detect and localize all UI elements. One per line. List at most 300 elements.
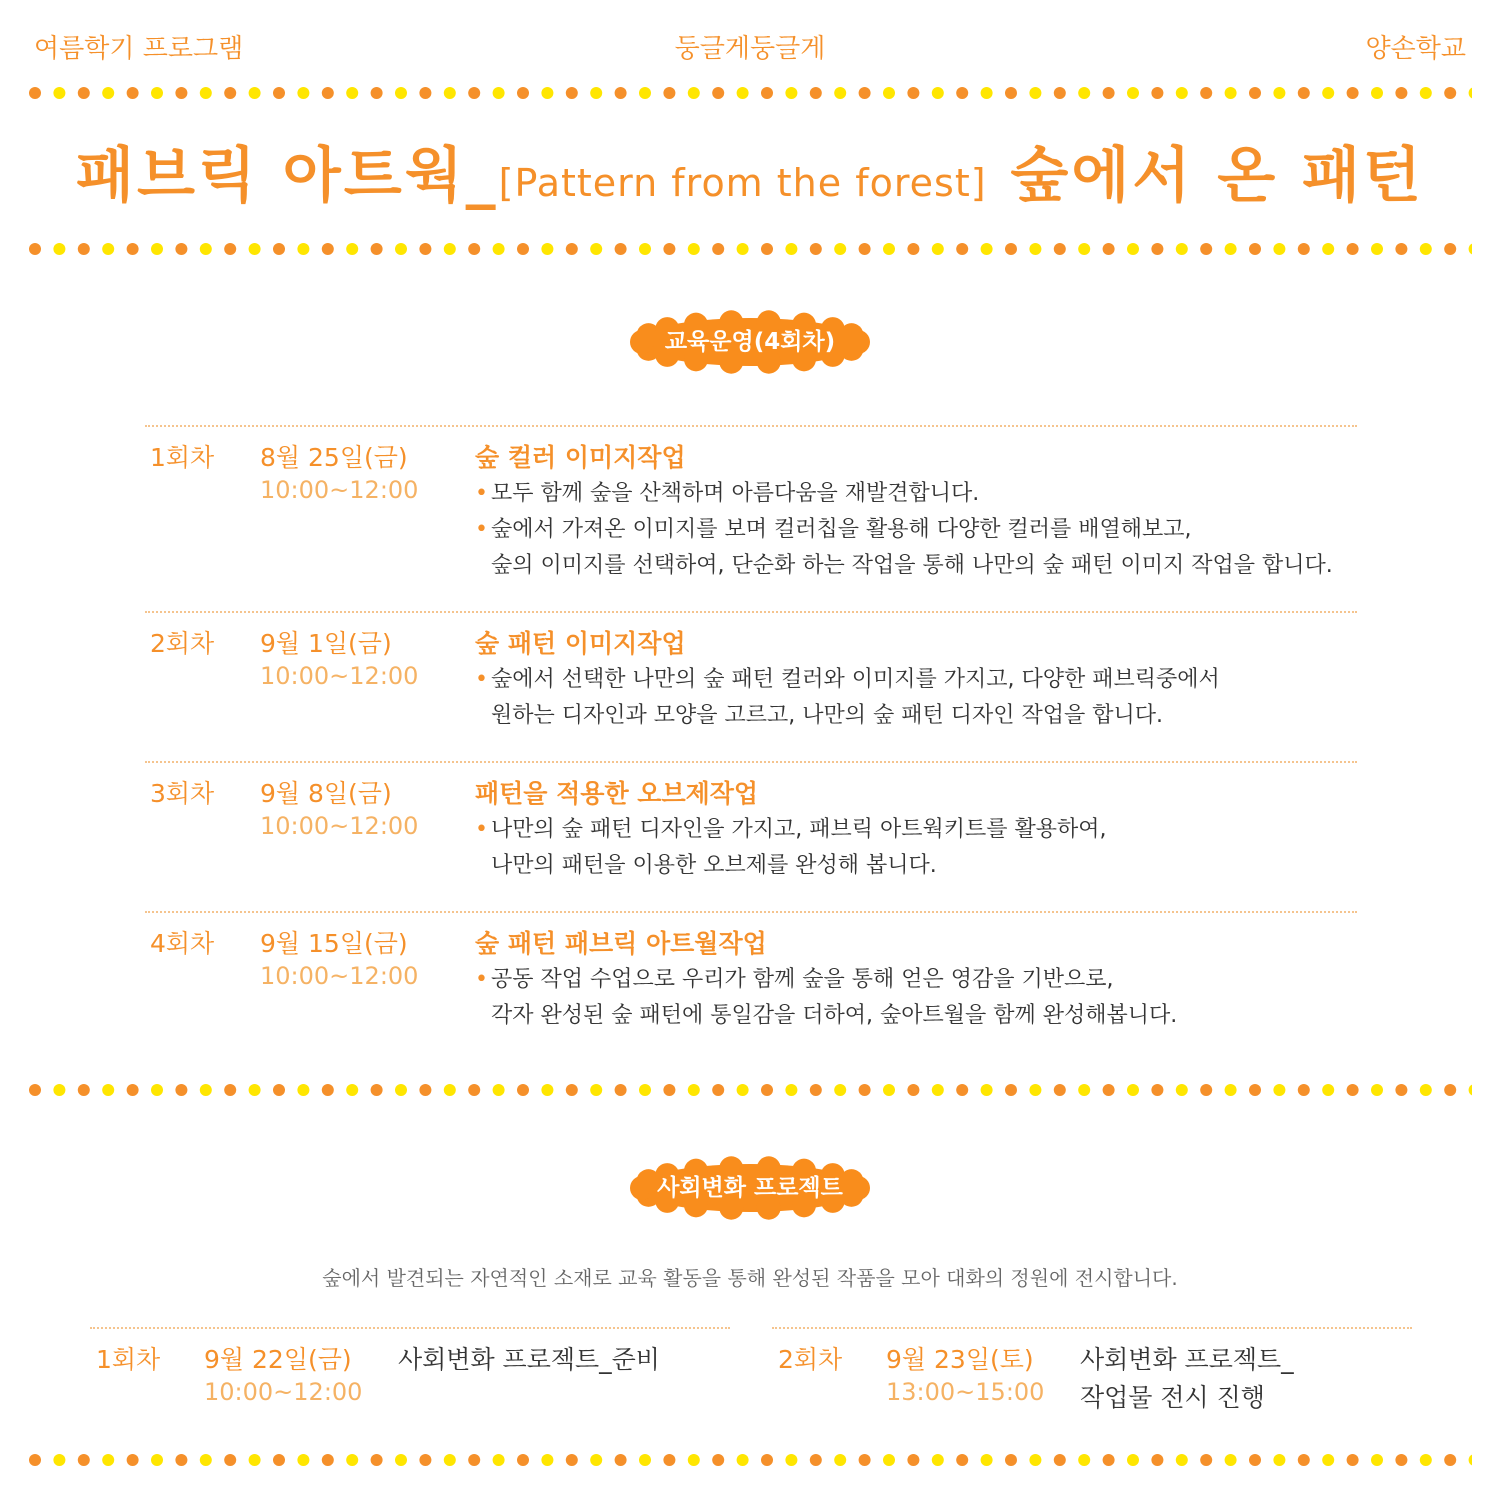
decorative-dot (566, 1084, 578, 1096)
decorative-dot (78, 87, 90, 99)
decorative-dot (346, 1454, 358, 1466)
decorative-dot (956, 1084, 968, 1096)
decorative-dot (639, 243, 651, 255)
decorative-dot (395, 1084, 407, 1096)
decorative-dot (200, 1084, 212, 1096)
decorative-dot (834, 87, 846, 99)
session-number: 3회차 (150, 779, 215, 808)
decorative-dot (956, 87, 968, 99)
decorative-dot (1469, 87, 1472, 99)
dot-divider (28, 242, 1472, 256)
decorative-dot (127, 243, 139, 255)
title-korean-prefix: 패브릭 아트웍_ (76, 141, 499, 211)
decorative-dot (810, 243, 822, 255)
session-date: 9월 22일(금) (204, 1345, 352, 1374)
decorative-dot (615, 1454, 627, 1466)
session-divider (145, 911, 1357, 913)
decorative-dot (932, 87, 944, 99)
decorative-dot (1054, 87, 1066, 99)
session-divider (90, 1327, 730, 1329)
decorative-dot (493, 1454, 505, 1466)
decorative-dot (737, 87, 749, 99)
decorative-dot (1322, 1454, 1334, 1466)
decorative-dot (468, 243, 480, 255)
decorative-dot (1298, 243, 1310, 255)
decorative-dot (883, 1084, 895, 1096)
decorative-dot (1249, 1454, 1261, 1466)
decorative-dot (737, 1084, 749, 1096)
session-description (475, 962, 1177, 1034)
decorative-dot (224, 87, 236, 99)
session-time: 10:00~12:00 (260, 662, 419, 690)
description-line: • 숲에서 가져온 이미지를 보며 컬러칩을 활용해 다양한 컬러를 배열해보고, (475, 512, 1333, 548)
decorative-dot (1395, 1454, 1407, 1466)
decorative-dot (444, 1084, 456, 1096)
decorative-dot (444, 243, 456, 255)
session-title: 숲 패턴 패브릭 아트월작업 (475, 929, 767, 958)
decorative-dot (175, 1084, 187, 1096)
decorative-dot (1005, 1454, 1017, 1466)
decorative-dot (371, 87, 383, 99)
session-date: 9월 23일(토) (886, 1345, 1034, 1374)
bullet-icon: • (475, 517, 488, 542)
session-time: 10:00~12:00 (204, 1378, 363, 1406)
session-number: 1회차 (96, 1345, 161, 1374)
session-time: 10:00~12:00 (260, 476, 419, 504)
decorative-dot (151, 243, 163, 255)
decorative-dot (1395, 243, 1407, 255)
decorative-dot (1200, 1454, 1212, 1466)
decorative-dot (956, 1454, 968, 1466)
decorative-dot (737, 1454, 749, 1466)
decorative-dot (1420, 243, 1432, 255)
decorative-dot (1005, 243, 1017, 255)
decorative-dot (1371, 1454, 1383, 1466)
program-name: 둥글게둥글게 (674, 34, 826, 64)
decorative-dot (932, 1084, 944, 1096)
decorative-dot (590, 243, 602, 255)
decorative-dot (883, 87, 895, 99)
decorative-dot (102, 87, 114, 99)
decorative-dot (1371, 243, 1383, 255)
education-badge-label: 교육운영(4회차) (664, 329, 836, 355)
decorative-dot (175, 1454, 187, 1466)
session-description (475, 476, 1333, 584)
decorative-dot (371, 1084, 383, 1096)
social-description: 숲에서 발견되는 자연적인 소재로 교육 활동을 통해 완성된 작품을 모아 대화의 정원에 전시합니다. (322, 1266, 1178, 1290)
decorative-dot (1151, 1454, 1163, 1466)
session-title: 사회변화 프로젝트_준비 (398, 1345, 660, 1374)
session-number: 2회차 (150, 629, 215, 658)
decorative-dot (761, 243, 773, 255)
decorative-dot (1127, 87, 1139, 99)
decorative-dot (1347, 87, 1359, 99)
decorative-dot (615, 1084, 627, 1096)
decorative-dot (1469, 1084, 1472, 1096)
decorative-dot (541, 243, 553, 255)
decorative-dot (1078, 1454, 1090, 1466)
decorative-dot (1249, 1084, 1261, 1096)
decorative-dot (1225, 87, 1237, 99)
decorative-dot (1420, 1454, 1432, 1466)
decorative-dot (419, 1084, 431, 1096)
decorative-dot (859, 243, 871, 255)
decorative-dot (1103, 87, 1115, 99)
decorative-dot (639, 87, 651, 99)
session-time: 10:00~12:00 (260, 812, 419, 840)
decorative-dot (712, 1084, 724, 1096)
decorative-dot (1005, 87, 1017, 99)
decorative-dot (1469, 243, 1472, 255)
decorative-dot (1444, 1454, 1456, 1466)
decorative-dot (1225, 243, 1237, 255)
decorative-dot (615, 87, 627, 99)
title-english: [Pattern from the forest] (498, 161, 987, 205)
decorative-dot (1322, 1084, 1334, 1096)
decorative-dot (785, 243, 797, 255)
decorative-dot (273, 1454, 285, 1466)
decorative-dot (1127, 1454, 1139, 1466)
decorative-dot (1054, 1454, 1066, 1466)
decorative-dot (1151, 243, 1163, 255)
decorative-dot (346, 1084, 358, 1096)
decorative-dot (1151, 1084, 1163, 1096)
decorative-dot (249, 1454, 261, 1466)
decorative-dot (224, 1454, 236, 1466)
decorative-dot (493, 1084, 505, 1096)
decorative-dot (1298, 1454, 1310, 1466)
decorative-dot (663, 243, 675, 255)
decorative-dot (883, 1454, 895, 1466)
decorative-dot (444, 87, 456, 99)
decorative-dot (1273, 1454, 1285, 1466)
decorative-dot (785, 1454, 797, 1466)
decorative-dot (151, 87, 163, 99)
session-divider (145, 425, 1357, 427)
decorative-dot (1103, 1454, 1115, 1466)
session-number: 4회차 (150, 929, 215, 958)
decorative-dot (346, 243, 358, 255)
decorative-dot (688, 1084, 700, 1096)
decorative-dot (688, 243, 700, 255)
decorative-dot (834, 243, 846, 255)
session-divider (772, 1327, 1412, 1329)
session-divider (145, 611, 1357, 613)
decorative-dot (1469, 1454, 1472, 1466)
decorative-dot (907, 243, 919, 255)
decorative-dot (1273, 1084, 1285, 1096)
session-date: 8월 25일(금) (260, 443, 408, 472)
decorative-dot (566, 87, 578, 99)
decorative-dot (1127, 243, 1139, 255)
decorative-dot (1054, 243, 1066, 255)
decorative-dot (493, 243, 505, 255)
decorative-dot (541, 1454, 553, 1466)
decorative-dot (785, 87, 797, 99)
decorative-dot (1249, 243, 1261, 255)
decorative-dot (419, 87, 431, 99)
title-korean-suffix: 숲에서 온 패턴 (986, 141, 1424, 211)
decorative-dot (29, 1084, 41, 1096)
decorative-dot (590, 1454, 602, 1466)
program-label: 여름학기 프로그램 (34, 34, 244, 64)
decorative-dot (663, 1084, 675, 1096)
decorative-dot (444, 1454, 456, 1466)
decorative-dot (907, 87, 919, 99)
decorative-dot (517, 1084, 529, 1096)
decorative-dot (566, 1454, 578, 1466)
session-divider (145, 761, 1357, 763)
decorative-dot (175, 87, 187, 99)
decorative-dot (1273, 87, 1285, 99)
decorative-dot (273, 1084, 285, 1096)
education-badge (625, 310, 875, 374)
decorative-dot (249, 1084, 261, 1096)
decorative-dot (1322, 87, 1334, 99)
decorative-dot (981, 87, 993, 99)
decorative-dot (468, 87, 480, 99)
decorative-dot (322, 87, 334, 99)
decorative-dot (322, 243, 334, 255)
decorative-dot (639, 1084, 651, 1096)
decorative-dot (1298, 87, 1310, 99)
decorative-dot (200, 87, 212, 99)
decorative-dot (956, 243, 968, 255)
decorative-dot (859, 87, 871, 99)
decorative-dot (1151, 87, 1163, 99)
decorative-dot (981, 1454, 993, 1466)
decorative-dot (639, 1454, 651, 1466)
dot-divider (28, 1453, 1472, 1467)
decorative-dot (127, 87, 139, 99)
decorative-dot (78, 243, 90, 255)
decorative-dot (737, 243, 749, 255)
decorative-dot (541, 87, 553, 99)
decorative-dot (1371, 1084, 1383, 1096)
session-description (475, 812, 1107, 884)
decorative-dot (1200, 87, 1212, 99)
social-badge-label: 사회변화 프로젝트 (657, 1175, 843, 1201)
session-number: 2회차 (778, 1345, 843, 1374)
session-title: 숲 컬러 이미지작업 (475, 443, 686, 472)
decorative-dot (541, 1084, 553, 1096)
session-title: 패턴을 적용한 오브제작업 (475, 779, 759, 808)
decorative-dot (151, 1454, 163, 1466)
session-time: 10:00~12:00 (260, 962, 419, 990)
decorative-dot (1249, 87, 1261, 99)
decorative-dot (322, 1454, 334, 1466)
decorative-dot (297, 1454, 309, 1466)
decorative-dot (1298, 1084, 1310, 1096)
decorative-dot (1054, 1084, 1066, 1096)
decorative-dot (102, 1454, 114, 1466)
decorative-dot (1127, 1084, 1139, 1096)
decorative-dot (493, 87, 505, 99)
decorative-dot (1347, 1454, 1359, 1466)
social-badge (625, 1156, 875, 1220)
decorative-dot (1420, 1084, 1432, 1096)
decorative-dot (200, 243, 212, 255)
decorative-dot (1176, 1084, 1188, 1096)
decorative-dot (29, 243, 41, 255)
decorative-dot (102, 243, 114, 255)
decorative-dot (29, 87, 41, 99)
session-date: 9월 1일(금) (260, 629, 392, 658)
decorative-dot (712, 1454, 724, 1466)
decorative-dot (1225, 1454, 1237, 1466)
decorative-dot (761, 87, 773, 99)
decorative-dot (1029, 1454, 1041, 1466)
description-line: • 공동 작업 수업으로 우리가 함께 숲을 통해 얻은 영감을 기반으로, (475, 962, 1177, 998)
decorative-dot (53, 87, 65, 99)
decorative-dot (468, 1454, 480, 1466)
decorative-dot (688, 1454, 700, 1466)
decorative-dot (1078, 87, 1090, 99)
description-line: • 모두 함께 숲을 산책하며 아름다움을 재발견합니다. (475, 476, 1333, 512)
decorative-dot (249, 243, 261, 255)
decorative-dot (907, 1454, 919, 1466)
decorative-dot (419, 243, 431, 255)
session-description (475, 662, 1220, 734)
decorative-dot (273, 243, 285, 255)
decorative-dot (1347, 243, 1359, 255)
decorative-dot (932, 1454, 944, 1466)
decorative-dot (1103, 243, 1115, 255)
decorative-dot (53, 1454, 65, 1466)
decorative-dot (1420, 87, 1432, 99)
decorative-dot (200, 1454, 212, 1466)
decorative-dot (102, 1084, 114, 1096)
decorative-dot (1103, 1084, 1115, 1096)
decorative-dot (1176, 1454, 1188, 1466)
page-title (0, 128, 1500, 214)
decorative-dot (395, 87, 407, 99)
decorative-dot (1200, 1084, 1212, 1096)
dot-divider (28, 86, 1472, 100)
decorative-dot (883, 243, 895, 255)
session-date: 9월 8일(금) (260, 779, 392, 808)
decorative-dot (663, 1454, 675, 1466)
description-line: 나만의 패턴을 이용한 오브제를 완성해 봅니다. (491, 853, 937, 878)
decorative-dot (322, 1084, 334, 1096)
decorative-dot (371, 243, 383, 255)
decorative-dot (1078, 243, 1090, 255)
decorative-dot (859, 1084, 871, 1096)
description-line: 숲의 이미지를 선택하여, 단순화 하는 작업을 통해 나만의 숲 패턴 이미지 작업을 합니다. (491, 553, 1333, 578)
decorative-dot (1029, 243, 1041, 255)
header-bar (0, 28, 1500, 64)
decorative-dot (127, 1084, 139, 1096)
session-title-continued: 작업물 전시 진행 (1080, 1383, 1265, 1412)
decorative-dot (297, 1084, 309, 1096)
description-line: 각자 완성된 숲 패턴에 통일감을 더하여, 숲아트월을 함께 완성해봅니다. (491, 1003, 1178, 1028)
decorative-dot (932, 243, 944, 255)
decorative-dot (517, 87, 529, 99)
decorative-dot (981, 1084, 993, 1096)
decorative-dot (1444, 243, 1456, 255)
description-line: • 나만의 숲 패턴 디자인을 가지고, 패브릭 아트웍키트를 활용하여, (475, 812, 1107, 848)
decorative-dot (395, 1454, 407, 1466)
decorative-dot (688, 87, 700, 99)
session-title: 숲 패턴 이미지작업 (475, 629, 686, 658)
decorative-dot (78, 1084, 90, 1096)
decorative-dot (419, 1454, 431, 1466)
decorative-dot (297, 243, 309, 255)
decorative-dot (517, 243, 529, 255)
decorative-dot (834, 1084, 846, 1096)
session-date: 9월 15일(금) (260, 929, 408, 958)
decorative-dot (1371, 87, 1383, 99)
session-number: 1회차 (150, 443, 215, 472)
decorative-dot (590, 1084, 602, 1096)
decorative-dot (785, 1084, 797, 1096)
decorative-dot (175, 243, 187, 255)
decorative-dot (1005, 1084, 1017, 1096)
decorative-dot (712, 243, 724, 255)
dot-divider (28, 1083, 1472, 1097)
decorative-dot (1225, 1084, 1237, 1096)
bullet-icon: • (475, 481, 488, 506)
decorative-dot (1322, 243, 1334, 255)
decorative-dot (1176, 243, 1188, 255)
decorative-dot (566, 243, 578, 255)
decorative-dot (981, 243, 993, 255)
decorative-dot (907, 1084, 919, 1096)
description-line: • 숲에서 선택한 나만의 숲 패턴 컬러와 이미지를 가지고, 다양한 패브릭중에서 (475, 662, 1220, 698)
decorative-dot (127, 1454, 139, 1466)
decorative-dot (1395, 1084, 1407, 1096)
decorative-dot (1444, 1084, 1456, 1096)
decorative-dot (1029, 1084, 1041, 1096)
bullet-icon: • (475, 667, 488, 692)
decorative-dot (1444, 87, 1456, 99)
decorative-dot (78, 1454, 90, 1466)
decorative-dot (249, 87, 261, 99)
decorative-dot (810, 1084, 822, 1096)
decorative-dot (859, 1454, 871, 1466)
session-time: 13:00~15:00 (886, 1378, 1045, 1406)
decorative-dot (810, 1454, 822, 1466)
decorative-dot (395, 243, 407, 255)
decorative-dot (29, 1454, 41, 1466)
decorative-dot (297, 87, 309, 99)
decorative-dot (1029, 87, 1041, 99)
description-line: 원하는 디자인과 모양을 고르고, 나만의 숲 패턴 디자인 작업을 합니다. (491, 703, 1163, 728)
decorative-dot (468, 1084, 480, 1096)
decorative-dot (224, 1084, 236, 1096)
decorative-dot (663, 87, 675, 99)
decorative-dot (53, 1084, 65, 1096)
decorative-dot (590, 87, 602, 99)
decorative-dot (53, 243, 65, 255)
decorative-dot (834, 1454, 846, 1466)
bullet-icon: • (475, 817, 488, 842)
decorative-dot (1347, 1084, 1359, 1096)
decorative-dot (810, 87, 822, 99)
decorative-dot (517, 1454, 529, 1466)
decorative-dot (615, 243, 627, 255)
session-title: 사회변화 프로젝트_ (1080, 1345, 1294, 1374)
decorative-dot (224, 243, 236, 255)
decorative-dot (1176, 87, 1188, 99)
decorative-dot (371, 1454, 383, 1466)
bullet-icon: • (475, 967, 488, 992)
decorative-dot (761, 1454, 773, 1466)
organizer-name: 양손학교 (1365, 34, 1466, 64)
decorative-dot (273, 87, 285, 99)
decorative-dot (346, 87, 358, 99)
decorative-dot (1395, 87, 1407, 99)
